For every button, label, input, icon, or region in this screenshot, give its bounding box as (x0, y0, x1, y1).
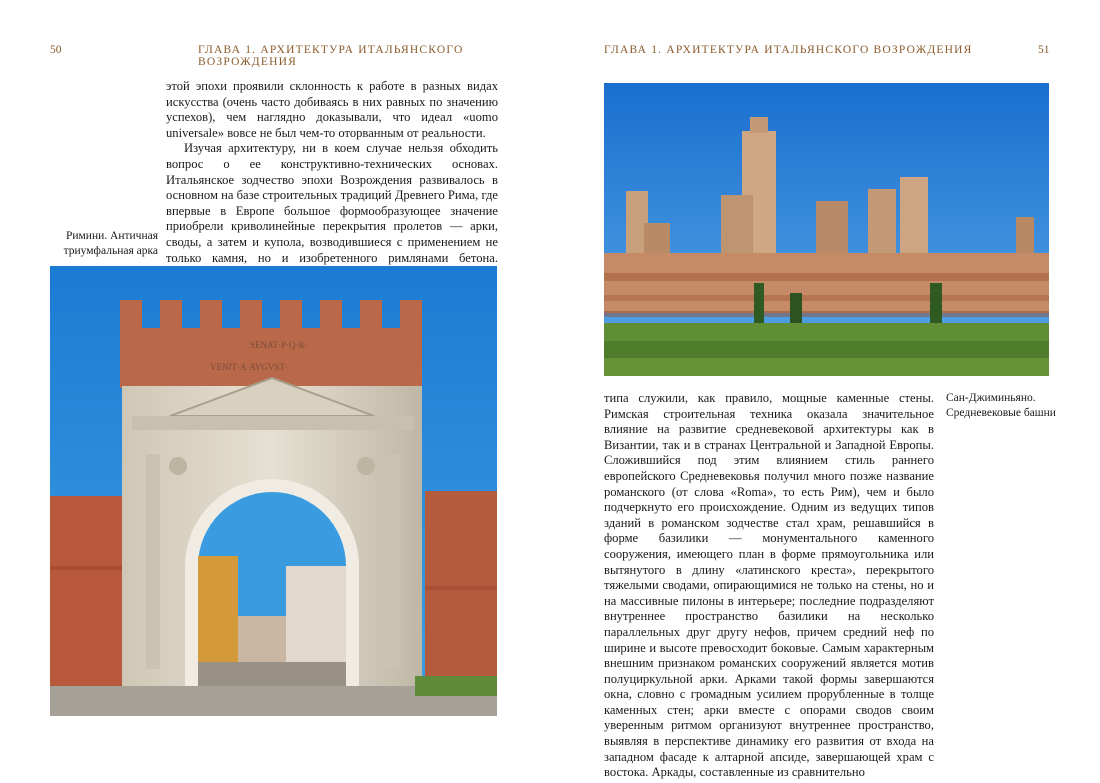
left-body-text (166, 79, 498, 282)
arch-inscription-2: VENIT·A·AVGVST· (210, 362, 288, 372)
paragraph: этой эпохи проявили склонность к работе в разных видах искусства (очень часто добиваясь в них равных по значению успехов), чем наглядно доказывали, что идеал «uomo universale» вовсе не был чем-то оторванным от реальности. (166, 79, 498, 140)
right-body-text (604, 391, 934, 781)
running-head-left: ГЛАВА 1. АРХИТЕКТУРА ИТАЛЬЯНСКОГО ВОЗРОЖДЕНИЯ (198, 44, 464, 68)
running-head-right: ГЛАВА 1. АРХИТЕКТУРА ИТАЛЬЯНСКОГО ВОЗРОЖДЕНИЯ (604, 44, 973, 56)
paragraph: Изучая архитектуру, ни в коем случае нельзя обходить вопрос о ее конструктивно-технических основах. Итальянское зодчество эпохи Возрождения развивалось в основном на базе строительных традиций Древнего Рима, где впервые в Европе большое формообразующее значение приобрели криволинейные перекрытия пролетов — арки, своды, а затем и купола, возводившиеся с применением не только камня, но и изобретенного римлянами бетона. (166, 141, 498, 265)
right-page (550, 0, 1100, 783)
paragraph: типа служили, как правило, мощные каменные стены. Римская строительная техника оказала значительное влияние на развитие средневековой архитектуры как в Византии, так и в странах Центральной и Западной Европы. Сложившийся под этим влиянием стиль раннего европейского Средневековья получил много позже название романского (от слова «Roma», то есть Рим), чем и было подчеркнуто его происхождение. Одним из ведущих типов зданий в романском зодчестве стал храм, решавшийся в форме базилики — монументального каменного сооружения, имеющего план в форме прямоугольника или вытянутого в длину «латинского креста», перекрытого тяжелыми сводами, опирающимися не только на стены, но и на массивные пилоны в интерьере; последние подразделяют внутреннее пространство базилики на несколько параллельных друг другу нефов, причем средний неф по ширине и высоте превосходит боковые. Самым характерным внешним признаком романских сооружений является мотив полуциркульной арки. Арками такой формы завершаются окна, словно с громадным усилием прорубленные в толще каменных стен; арки вместе с опорами сводов своим уверенным ритмом организуют внутреннее пространство, выявляя в перспективе динамику его развития от входа на западном фасаде к алтарной апсиде, завершающей храм с востока. Аркады, составленные из сравнительно (604, 391, 934, 780)
page-number-right: 51 (1038, 44, 1050, 56)
arch-inscription-1: SENAT·P·Q·R· (250, 340, 308, 350)
photo-san-gimignano-towers (604, 83, 1049, 376)
caption-rimini: Римини. Античная триумфальная арка (63, 230, 158, 257)
photo-arch-of-augustus (50, 266, 497, 716)
caption-san-gimignano: Сан-Джиминьяно. Средневековые башни (946, 392, 1056, 419)
page-number-left: 50 (50, 44, 62, 56)
